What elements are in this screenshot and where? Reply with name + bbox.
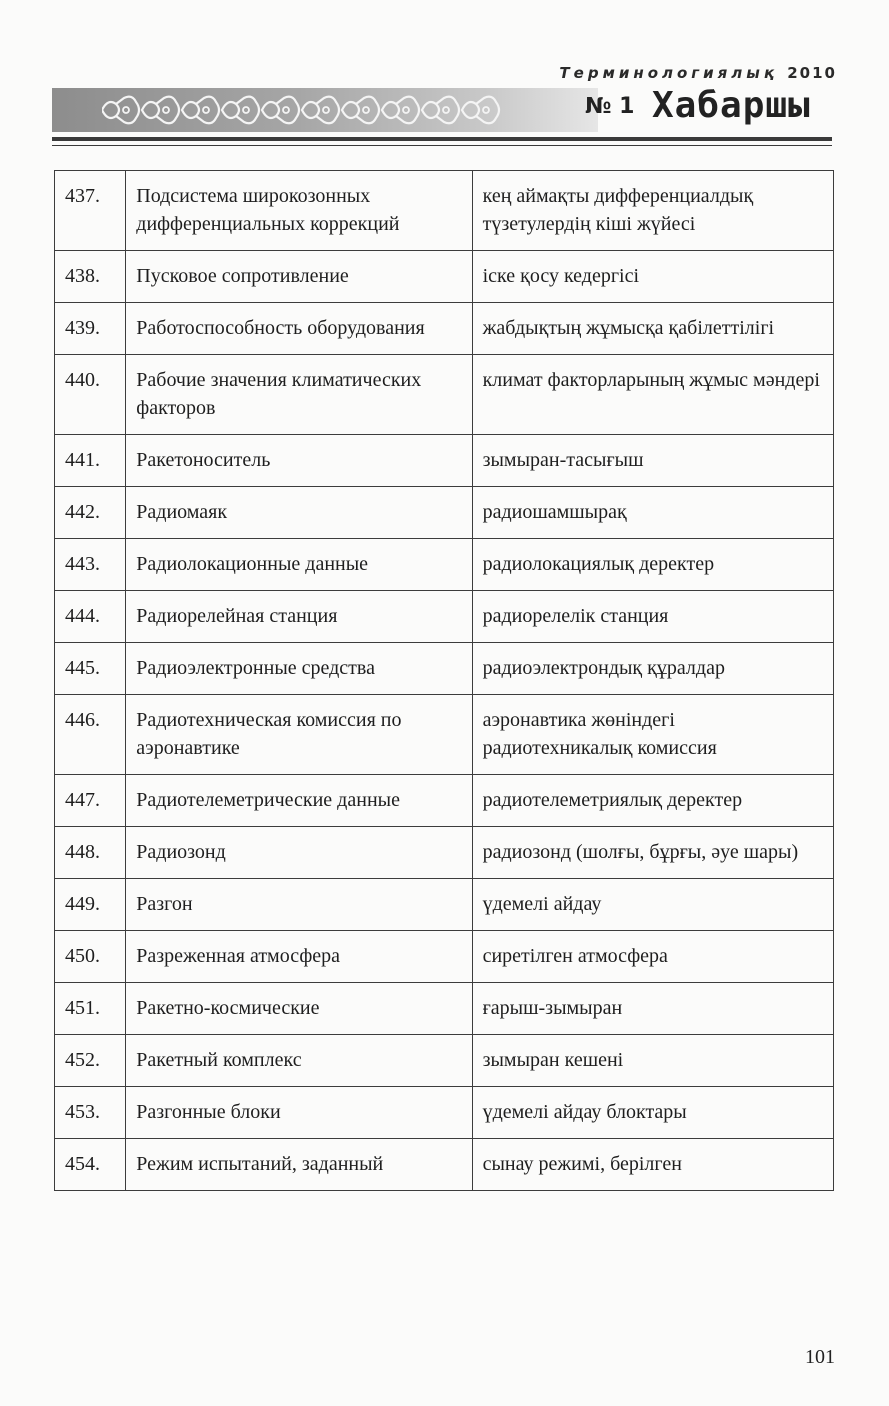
- term-number: 452.: [55, 1035, 126, 1087]
- term-kazakh: кең аймақты дифференциалдық түзетулердің кіші жүйесі: [472, 171, 833, 251]
- term-russian: Рабочие значения климатических факторов: [126, 355, 472, 435]
- table-row: [55, 487, 834, 539]
- term-number: 440.: [55, 355, 126, 435]
- term-russian: Радиозонд: [126, 827, 472, 879]
- page-header: [0, 0, 889, 160]
- term-kazakh: радиозонд (шолғы, бұрғы, әуе шары): [472, 827, 833, 879]
- term-kazakh: радиоэлектрондық құралдар: [472, 643, 833, 695]
- term-number: 446.: [55, 695, 126, 775]
- term-russian: Радиолокационные данные: [126, 539, 472, 591]
- term-russian: Разреженная атмосфера: [126, 931, 472, 983]
- ornament-pattern: [102, 92, 522, 128]
- term-russian: Работоспособность оборудования: [126, 303, 472, 355]
- term-russian: Радиотелеметрические данные: [126, 775, 472, 827]
- table-row: [55, 879, 834, 931]
- term-kazakh: үдемелі айдау блоктары: [472, 1087, 833, 1139]
- term-kazakh: радиолокациялық деректер: [472, 539, 833, 591]
- term-russian: Режим испытаний, заданный: [126, 1139, 472, 1191]
- table-row: [55, 827, 834, 879]
- term-russian: Разгонные блоки: [126, 1087, 472, 1139]
- term-number: 441.: [55, 435, 126, 487]
- journal-kicker-text: Терминологиялық: [559, 64, 779, 82]
- term-kazakh: зымыран-тасығыш: [472, 435, 833, 487]
- table-row: [55, 983, 834, 1035]
- term-number: 444.: [55, 591, 126, 643]
- table-row: [55, 1035, 834, 1087]
- term-russian: Ракетно-космические: [126, 983, 472, 1035]
- term-number: 448.: [55, 827, 126, 879]
- page-number: 101: [805, 1346, 835, 1368]
- term-kazakh: климат факторларының жұмыс мәндері: [472, 355, 833, 435]
- table-row: [55, 931, 834, 983]
- term-number: 438.: [55, 251, 126, 303]
- term-number: 451.: [55, 983, 126, 1035]
- term-russian: Радиотехническая комиссия по аэронавтике: [126, 695, 472, 775]
- term-kazakh: үдемелі айдау: [472, 879, 833, 931]
- terms-table: [54, 170, 834, 1191]
- term-number: 443.: [55, 539, 126, 591]
- table-row: [55, 695, 834, 775]
- term-russian: Радиоэлектронные средства: [126, 643, 472, 695]
- term-kazakh: жабдықтың жұмысқа қабілеттілігі: [472, 303, 833, 355]
- table-row: [55, 1087, 834, 1139]
- table-row: [55, 775, 834, 827]
- table-row: [55, 1139, 834, 1191]
- term-kazakh: іске қосу кедергісі: [472, 251, 833, 303]
- term-number: 442.: [55, 487, 126, 539]
- term-number: 439.: [55, 303, 126, 355]
- term-russian: Радиомаяк: [126, 487, 472, 539]
- journal-kicker: [559, 64, 837, 82]
- table-row: [55, 643, 834, 695]
- term-kazakh: сиретілген атмосфера: [472, 931, 833, 983]
- term-russian: Пусковое сопротивление: [126, 251, 472, 303]
- term-number: 450.: [55, 931, 126, 983]
- term-number: 454.: [55, 1139, 126, 1191]
- term-kazakh: аэронавтика жөніндегі радиотехникалық комиссия: [472, 695, 833, 775]
- term-kazakh: радиотелеметриялық деректер: [472, 775, 833, 827]
- header-rule-thin: [52, 145, 832, 146]
- table-row: [55, 303, 834, 355]
- term-kazakh: радиорелелік станция: [472, 591, 833, 643]
- term-number: 445.: [55, 643, 126, 695]
- table-row: [55, 355, 834, 435]
- term-kazakh: ғарыш-зымыран: [472, 983, 833, 1035]
- term-number: 449.: [55, 879, 126, 931]
- term-number: 447.: [55, 775, 126, 827]
- table-row: [55, 539, 834, 591]
- term-kazakh: радиошамшырақ: [472, 487, 833, 539]
- table-row: [55, 251, 834, 303]
- term-kazakh: сынау режимі, берілген: [472, 1139, 833, 1191]
- table-row: [55, 591, 834, 643]
- journal-year: 2010: [787, 64, 837, 82]
- term-kazakh: зымыран кешені: [472, 1035, 833, 1087]
- term-number: 453.: [55, 1087, 126, 1139]
- ornament-banner: [52, 88, 598, 132]
- header-rule-thick: [52, 137, 832, 141]
- terms-table-body: [55, 171, 834, 1191]
- term-russian: Ракетный комплекс: [126, 1035, 472, 1087]
- table-row: [55, 171, 834, 251]
- term-russian: Разгон: [126, 879, 472, 931]
- journal-title: Хабаршы: [652, 85, 811, 126]
- issue-number: № 1: [585, 94, 635, 119]
- term-russian: Подсистема широкозонных дифференциальных коррекций: [126, 171, 472, 251]
- table-row: [55, 435, 834, 487]
- term-russian: Ракетоноситель: [126, 435, 472, 487]
- term-russian: Радиорелейная станция: [126, 591, 472, 643]
- term-number: 437.: [55, 171, 126, 251]
